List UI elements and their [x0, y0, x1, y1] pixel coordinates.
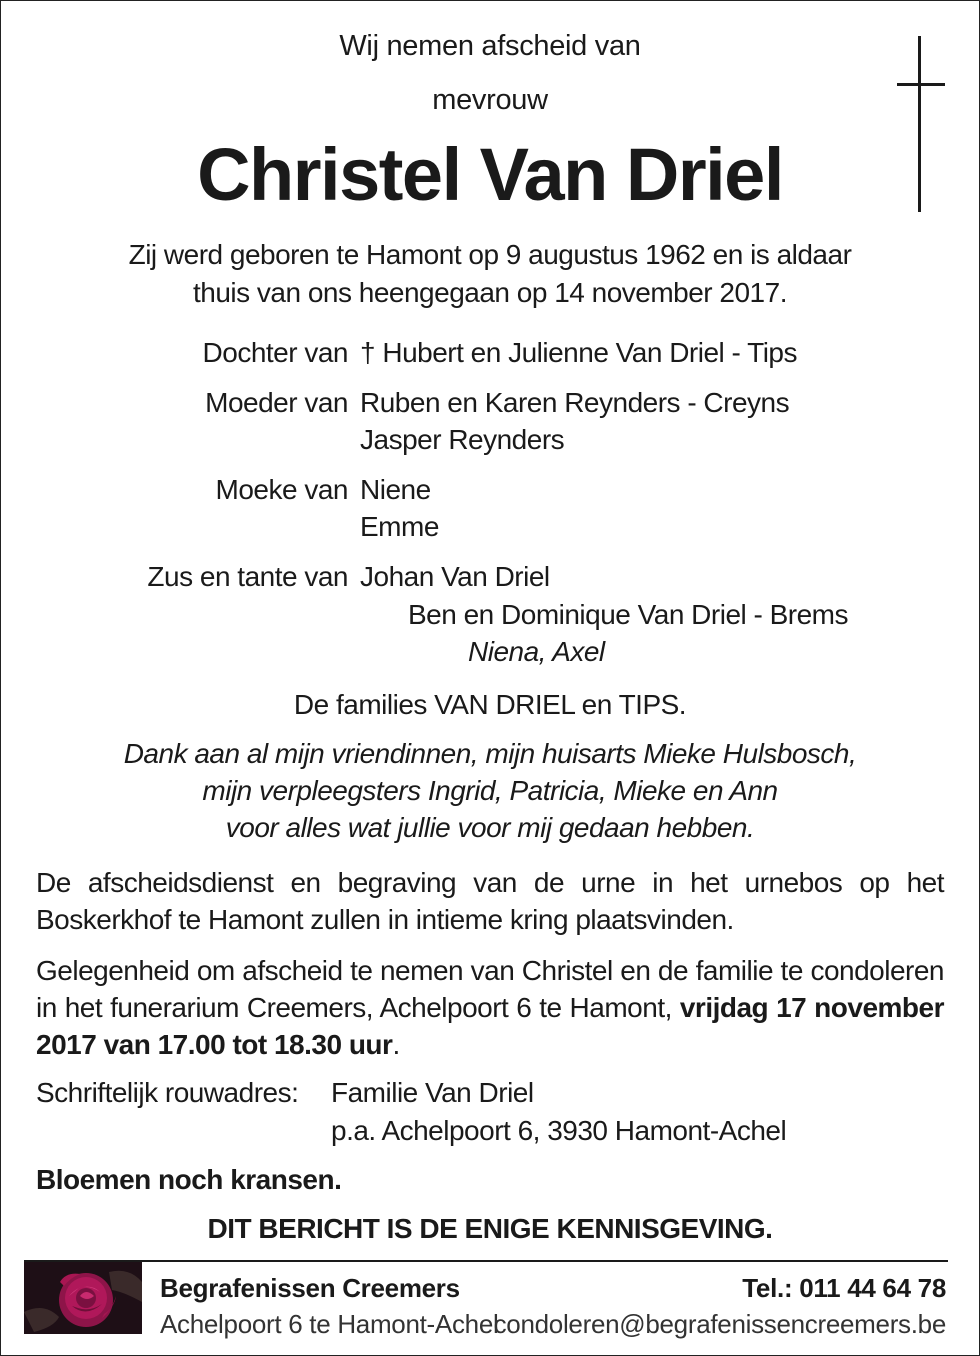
bio-line-1: Zij werd geboren te Hamont op 9 augustus 1962 en is aldaar: [128, 239, 852, 270]
flowers-note: Bloemen noch kransen.: [36, 1164, 342, 1195]
relation-value-sister-2: Ben en Dominique Van Driel - Brems: [408, 599, 849, 630]
deceased-name: Christel Van Driel: [197, 133, 783, 216]
visitation-datetime: vrijdag 17 november 2017 van 17.00 tot 18.30 uur: [36, 992, 944, 1060]
address-line-1: Familie Van Driel: [331, 1077, 534, 1108]
families-line: De families VAN DRIEL en TIPS.: [293, 689, 687, 720]
footer-company: Begrafenissen Creemers: [160, 1273, 460, 1303]
notice-line: DIT BERICHT IS DE ENIGE KENNISGEVING.: [207, 1213, 773, 1244]
address-label: Schriftelijk rouwadres:: [36, 1077, 299, 1108]
thanks-line-1: Dank aan al mijn vriendinnen, mijn huisarts Mieke Hulsbosch,: [123, 738, 857, 769]
footer-divider: [24, 1260, 948, 1262]
relation-value-grandchild-2: Emme: [360, 511, 439, 542]
relation-label-sister: Zus en tante van: [147, 561, 348, 592]
relation-value-mother-2: Jasper Reynders: [360, 424, 565, 455]
relation-value-sister-3: Niena, Axel: [468, 636, 605, 667]
relation-value-mother-1: Ruben en Karen Reynders - Creyns: [360, 387, 790, 418]
footer-address: Achelpoort 6 te Hamont-Achel: [160, 1309, 499, 1339]
service-paragraph: De afscheidsdienst en begraving van de urne in het urnebos op het Boskerkhof te Hamont zullen in intieme kring plaatsvinden.: [36, 867, 944, 935]
relation-value-sister-1: Johan Van Driel: [360, 561, 550, 592]
honorific: mevrouw: [432, 84, 548, 116]
footer-phone: Tel.: 011 44 64 78: [742, 1273, 946, 1303]
visitation-text: Gelegenheid om afscheid te nemen van Christel en de familie te condoleren in het funerarium Creemers, Achelpoort 6 te Hamont,: [36, 955, 944, 1023]
address-line-2: p.a. Achelpoort 6, 3930 Hamont-Achel: [331, 1115, 787, 1146]
thanks-line-2: mijn verpleegsters Ingrid, Patricia, Mieke en Ann: [202, 775, 778, 806]
bio-line-2: thuis van ons heengegaan op 14 november 2017.: [193, 277, 787, 308]
relation-value-grandchild-1: Niene: [360, 474, 431, 505]
cross-icon-bar: [897, 83, 945, 86]
cross-icon: [918, 36, 921, 212]
relation-value-daughter: † Hubert en Julienne Van Driel - Tips: [360, 337, 797, 368]
footer-email[interactable]: condoleren@begrafenissencreemers.be: [493, 1309, 946, 1339]
relation-label-daughter: Dochter van: [202, 337, 348, 368]
relation-label-grandmother: Moeke van: [215, 474, 348, 505]
relation-label-mother: Moeder van: [205, 387, 348, 418]
visitation-paragraph: [36, 952, 944, 1063]
intro-text: Wij nemen afscheid van: [339, 30, 641, 62]
rose-image: [24, 1262, 142, 1334]
thanks-line-3: voor alles wat jullie voor mij gedaan hebben.: [225, 812, 755, 843]
visitation-end: .: [392, 1029, 400, 1060]
